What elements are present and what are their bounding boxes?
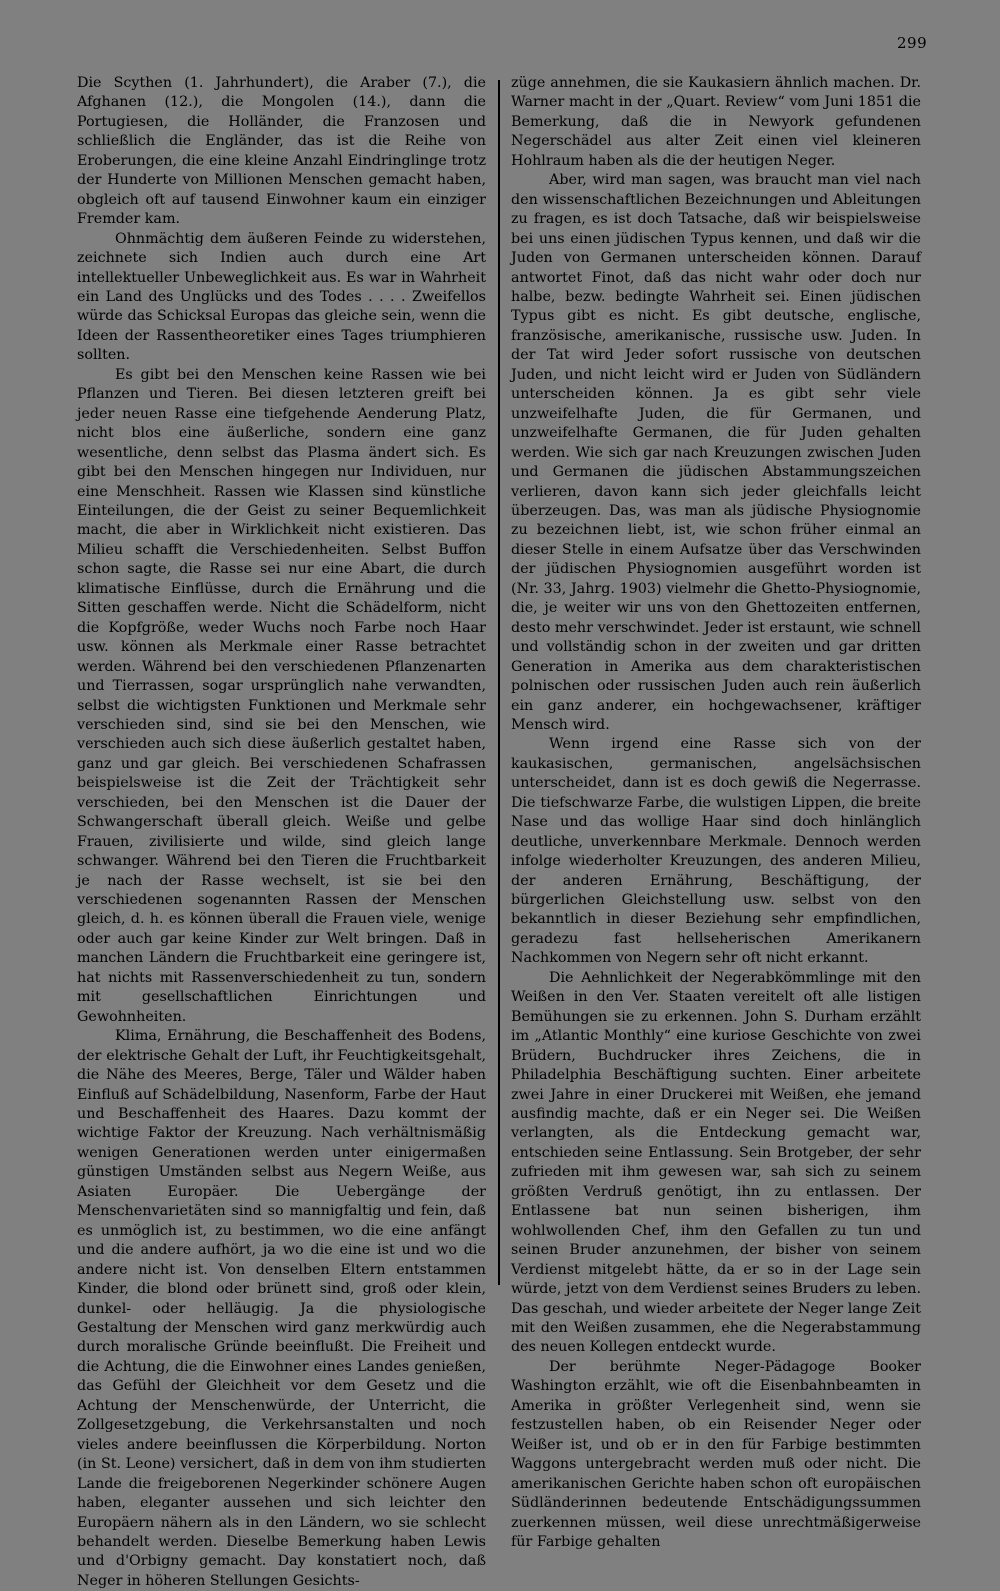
paragraph: Ohnmächtig dem äußeren Feinde zu widerstehen, zeichnete sich Indien auch durch eine Art intellektueller Unbeweglichkeit aus. Es war in Wahrheit ein Land des Unglücks und des Todes . . . . Zweifellos würde das Schicksal Europas das gleiche sein, wenn die Ideen der Rassentheoretiker eines Tages triumphieren sollten. [77, 230, 486, 364]
paragraph: Es gibt bei den Menschen keine Rassen wie bei Pflanzen und Tieren. Bei diesen letzteren greift bei jeder neuen Rasse eine tiefgehende Aenderung Platz, nicht blos eine äußerliche, sondern eine ganz wesentliche, denn selbst das Plasma ändert sich. Es gibt bei den Menschen hingegen nur Individuen, nur eine Menschheit. Rassen wie Klassen sind künstliche Einteilungen, die der Geist zu seiner Bequemlichkeit macht, die aber in Wirklichkeit nicht existieren. Das Milieu schafft die Verschiedenheiten. Selbst Buffon schon sagte, die Rasse sei nur eine Abart, die durch klimatische Einflüsse, durch die Ernährung und die Sitten geschaffen werde. Nicht die Schädelform, nicht die Kopfgröße, weder Wuchs noch Farbe noch Haar usw. können als Merkmale einer Rasse betrachtet werden. Während bei den verschiedenen Pflanzenarten und Tierrassen, sogar ursprünglich nahe verwandten, selbst die wichtigsten Funktionen und Merkmale sehr verschieden sind, sind sie bei den Menschen, wie verschieden auch sich diese äußerlich gestaltet haben, ganz und gar gleich. Bei verschiedenen Schafrassen beispielsweise ist die Zeit der Trächtigkeit sehr verschieden, bei den Menschen ist die Dauer der Schwangerschaft überall gleich. Weiße und gelbe Frauen, zivilisierte und wilde, sind gleich lange schwanger. Während bei den Tieren die Fruchtbarkeit je nach der Rasse wechselt, ist sie bei den verschiedenen sogenannten Rassen der Menschen gleich, d. h. es können überall die Frauen viele, wenige oder auch gar keine Kinder zur Welt bringen. Daß in manchen Ländern die Fruchtbarkeit eine geringere ist, hat nichts mit Rassenverschiedenheit zu tun, sondern mit gesellschaftlichen Einrichtungen und Gewohnheiten. [77, 366, 486, 1025]
right-column [511, 74, 921, 1550]
paragraph: züge annehmen, die sie Kaukasiern ähnlich machen. Dr. Warner macht in der „Quart. Review“ vom Juni 1851 die Bemerkung, daß die in Newyork gefundenen Negerschädel aus alter Zeit einen viel kleineren Hohlraum haben als die der heutigen Neger. [511, 75, 921, 169]
paragraph: Der berühmte Neger-Pädagoge Booker Washington erzählt, wie oft die Eisenbahnbeamten in Amerika in größter Verlegenheit sind, wenn sie festzustellen haben, ob ein Reisender Neger oder Weißer ist, und ob er in den für Farbige bestimmten Waggons untergebracht werden muß oder nicht. Die amerikanischen Gerichte haben schon oft europäischen Südländerinnen bedeutende Entschädigungssummen zuerkennen müssen, weil diese unrechtmäßigerweise für Farbige gehalten [511, 1358, 921, 1550]
paragraph: Klima, Ernährung, die Beschaffenheit des Bodens, der elektrische Gehalt der Luft, ihr Feuchtigkeitsgehalt, die Nähe des Meeres, Berge, Täler und Wälder haben Einfluß auf Schädelbildung, Nasenform, Farbe der Haut und Beschaffenheit des Haares. Dazu kommt der wichtige Faktor der Kreuzung. Nach verhältnismäßig wenigen Generationen werden unter einigermaßen günstigen Umständen selbst aus Negern Weiße, aus Asiaten Europäer. Die Uebergänge der Menschenvarietäten sind so mannigfaltig und fein, daß es unmöglich ist, zu bestimmen, wo die eine anfängt und die andere aufhört, ja wo die eine ist und wo die andere nicht ist. Von denselben Eltern entstammen Kinder, die blond oder brünett sind, groß oder klein, dunkel- oder helläugig. Ja die physiologische Gestaltung der Menschen wird ganz merkwürdig auch durch moralische Gründe beeinflußt. Die Freiheit und die Achtung, die die Einwohner eines Landes genießen, das Gefühl der Gleichheit vor dem Gesetz und die Achtung der Menschenwürde, der Unterricht, die Zollgesetzgebung, die Verkehrsanstalten und noch vieles andere beeinflussen die Körperbildung. Norton (in St. Leone) versichert, daß in dem von ihm studierten Lande die freigeborenen Negerkinder schönere Augen haben, eleganter aussehen und sich leichter den Europäern nähern als in den Ländern, wo sie schlecht behandelt werden. Dieselbe Bemerkung haben Lewis und d'Orbigny gemacht. Day konstatiert noch, daß Neger in höheren Stellungen Gesichts- [77, 1028, 486, 1589]
paragraph: Aber, wird man sagen, was braucht man viel nach den wissenschaftlichen Bezeichnungen und Ableitungen zu fragen, es ist doch Tatsache, daß wir beispielsweise bei uns einen jüdischen Typus kennen, und daß wir die Juden von Germanen unterscheiden können. Darauf antwortet Finot, daß das nicht wahr oder doch nur halbe, bezw. bedingte Wahrheit sei. Einen jüdischen Typus gibt es nicht. Es gibt deutsche, englische, französische, amerikanische, russische usw. Juden. In der Tat wird Jeder sofort russische von deutschen Juden, und nicht leicht wird er Juden von Südländern unterscheiden können. Ja es gibt sehr viele unzweifelhafte Juden, die für Germanen, und unzweifelhafte Germanen, die für Juden gehalten werden. Wie sich gar nach Kreuzungen zwischen Juden und Germanen die jüdischen Abstammungszeichen verlieren, davon kann sich jeder gleichfalls leicht überzeugen. Das, was man als jüdische Physiognomie zu bezeichnen liebt, ist, wie schon früher einmal an dieser Stelle in einem Aufsatze über das Verschwinden der jüdischen Physiognomien ausgeführt worden ist (Nr. 33, Jahrg. 1903) vielmehr die Ghetto-Physiognomie, die, je weiter wir uns von den Ghettozeiten entfernen, desto mehr verschwindet. Jeder ist erstaunt, wie schnell und vollständig schon in der zweiten und gar dritten Generation in Amerika aus dem charakteristischen polnischen oder russischen Juden auch rein äußerlich ein ganz anderer, ein hochgewachsener, kräftiger Mensch wird. [511, 172, 921, 733]
paragraph: Die Scythen (1. Jahrhundert), die Araber (7.), die Afghanen (12.), die Mongolen (14.), dann die Portugiesen, die Holländer, die Franzosen und schließlich die Engländer, das ist die Reihe von Eroberungen, die eine kleine Anzahl Eindringlinge trotz der Hunderte von Millionen Menschen gemacht haben, obgleich oft auf tausend Einwohner kaum ein einziger Fremder kam. [77, 75, 486, 228]
column-divider [498, 80, 500, 1285]
paragraph: Wenn irgend eine Rasse sich von der kaukasischen, germanischen, angelsächsischen unterscheidet, dann ist es doch gewiß die Negerrasse. Die tiefschwarze Farbe, die wulstigen Lippen, die breite Nase und das wollige Haar sind doch hinlänglich deutliche, unverkennbare Merkmale. Dennoch werden infolge wiederholter Kreuzungen, des anderen Milieu, der anderen Ernährung, Beschäftigung, der bürgerlichen Gleichstellung usw. selbst von den bekanntlich in dieser Beziehung sehr empfindlichen, geradezu fast hellseherischen Amerikanern Nachkommen von Negern sehr oft nicht erkannt. [511, 736, 921, 967]
page-number: 299 [897, 34, 928, 52]
left-column [77, 74, 486, 1589]
paragraph: Die Aehnlichkeit der Negerabkömmlinge mit den Weißen in den Ver. Staaten vereitelt oft alle listigen Bemühungen sie zu erkennen. John S. Durham erzählt im „Atlantic Monthly“ eine kuriose Geschichte von zwei Brüdern, Buchdrucker ihres Zeichens, die in Philadelphia Beschäftigung suchten. Einer arbeitete zwei Jahre in einer Druckerei mit Weißen, ehe jemand ausfindig machte, daß er ein Neger sei. Die Weißen verlangten, als die Entdeckung gemacht war, entschieden seine Entlassung. Sein Brotgeber, der sehr zufrieden mit ihm gewesen war, sah sich zu seinem größten Verdruß genötigt, ihn zu entlassen. Der Entlassene bat nun seinen bisherigen, ihm wohlwollenden Chef, ihm den Gefallen zu tun und seinen Bruder anzunehmen, der bisher von seinem Verdienst mitgelebt hätte, da er so in der Lage sein würde, jetzt von dem Verdienst seines Bruders zu leben. Das geschah, und wieder arbeitete der Neger lange Zeit mit den Weißen zusammen, ehe die Negerabstammung des neuen Kollegen entdeckt wurde. [511, 969, 921, 1356]
